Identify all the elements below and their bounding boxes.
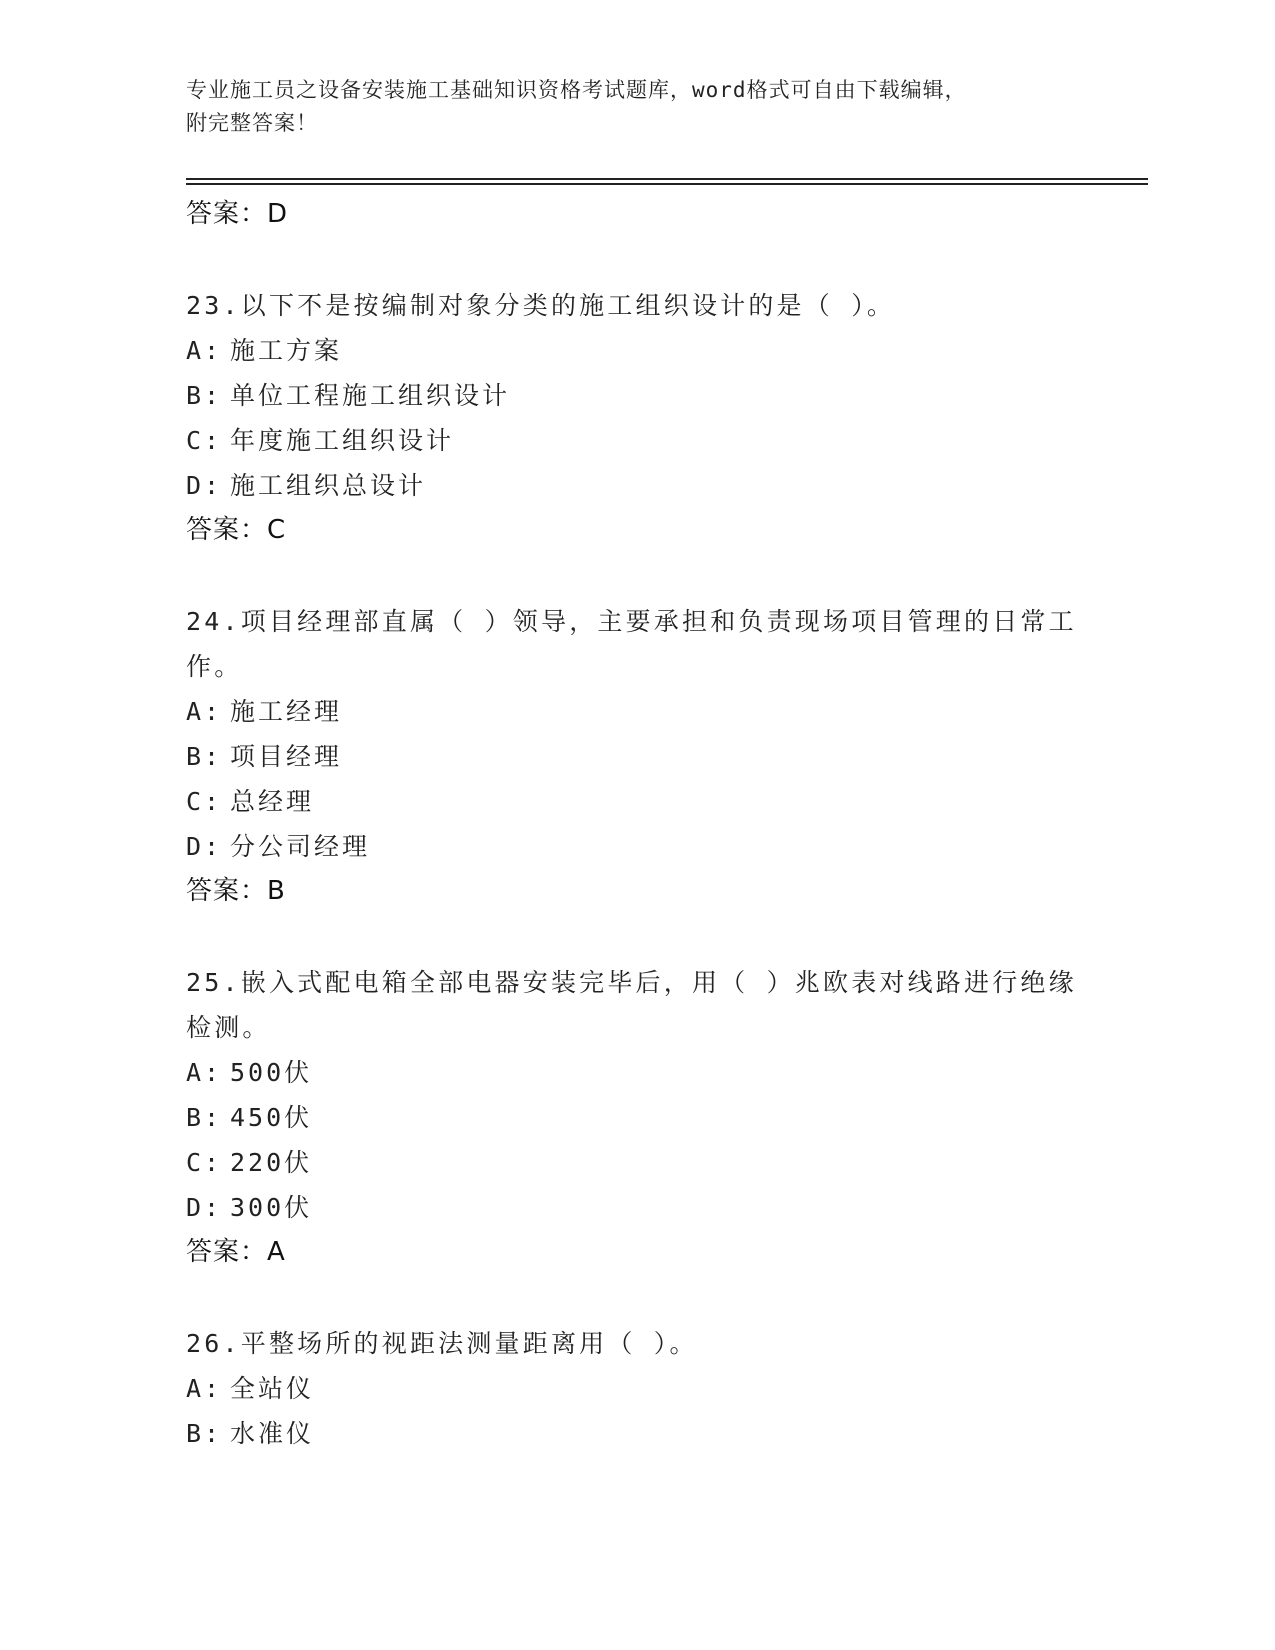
option-a (186, 689, 1086, 734)
document-header (186, 74, 1086, 140)
question-answer (186, 869, 1086, 914)
option-key: D: (186, 832, 223, 861)
option-key: B: (186, 1419, 223, 1448)
option-text: 分公司经理 (230, 832, 371, 861)
option-c (186, 779, 1086, 824)
option-text: 全站仪 (230, 1374, 315, 1403)
option-text: 总经理 (230, 787, 315, 816)
answer-value: D (267, 199, 289, 229)
question-26 (186, 1321, 1086, 1456)
option-key: D: (186, 471, 223, 500)
option-text: 单位工程施工组织设计 (230, 381, 511, 410)
option-c (186, 1140, 1086, 1185)
option-text: 500伏 (230, 1058, 313, 1087)
question-answer (186, 508, 1086, 553)
option-c (186, 418, 1086, 463)
option-d (186, 463, 1086, 508)
option-text: 施工方案 (230, 336, 343, 365)
previous-answer (186, 192, 1086, 237)
option-key: A: (186, 1058, 223, 1087)
option-a (186, 1366, 1086, 1411)
option-text: 项目经理 (230, 742, 343, 771)
option-key: D: (186, 1193, 223, 1222)
option-text: 施工经理 (230, 697, 343, 726)
option-a (186, 328, 1086, 373)
option-key: B: (186, 742, 223, 771)
question-text: 23.以下不是按编制对象分类的施工组织设计的是（ ）。 (186, 291, 896, 320)
header-divider-top (186, 178, 1148, 180)
option-key: C: (186, 1148, 223, 1177)
option-text: 450伏 (230, 1103, 313, 1132)
header-line-1: 专业施工员之设备安装施工基础知识资格考试题库，word格式可自由下载编辑， (186, 78, 967, 102)
option-d (186, 824, 1086, 869)
option-b (186, 1095, 1086, 1140)
option-key: A: (186, 336, 223, 365)
option-text: 年度施工组织设计 (230, 426, 455, 455)
option-key: A: (186, 697, 223, 726)
option-b (186, 1411, 1086, 1456)
option-text: 300伏 (230, 1193, 313, 1222)
question-answer (186, 1230, 1086, 1275)
option-key: B: (186, 381, 223, 410)
option-key: A: (186, 1374, 223, 1403)
answer-value: B (267, 876, 286, 906)
question-23 (186, 283, 1086, 553)
question-24 (186, 599, 1086, 914)
option-text: 220伏 (230, 1148, 313, 1177)
option-text: 水准仪 (230, 1419, 315, 1448)
option-key: C: (186, 787, 223, 816)
header-line-2: 附完整答案！ (186, 111, 318, 135)
answer-label: 答案： (186, 515, 268, 545)
answer-label: 答案： (186, 876, 268, 906)
option-a (186, 1050, 1086, 1095)
option-text: 施工组织总设计 (230, 471, 427, 500)
option-b (186, 734, 1086, 779)
option-key: C: (186, 426, 223, 455)
question-text: 24.项目经理部直属（ ）领导，主要承担和负责现场项目管理的日常工作。 (186, 607, 1077, 681)
header-divider-bottom (186, 183, 1148, 185)
option-d (186, 1185, 1086, 1230)
question-25 (186, 960, 1086, 1275)
option-key: B: (186, 1103, 223, 1132)
answer-label: 答案： (186, 199, 268, 229)
answer-value: C (267, 515, 287, 545)
answer-value: A (267, 1237, 286, 1267)
question-text: 25.嵌入式配电箱全部电器安装完毕后，用（ ）兆欧表对线路进行绝缘检测。 (186, 968, 1077, 1042)
question-list (186, 190, 1086, 1456)
question-text: 26.平整场所的视距法测量距离用（ ）。 (186, 1329, 698, 1358)
answer-label: 答案： (186, 1237, 268, 1267)
option-b (186, 373, 1086, 418)
